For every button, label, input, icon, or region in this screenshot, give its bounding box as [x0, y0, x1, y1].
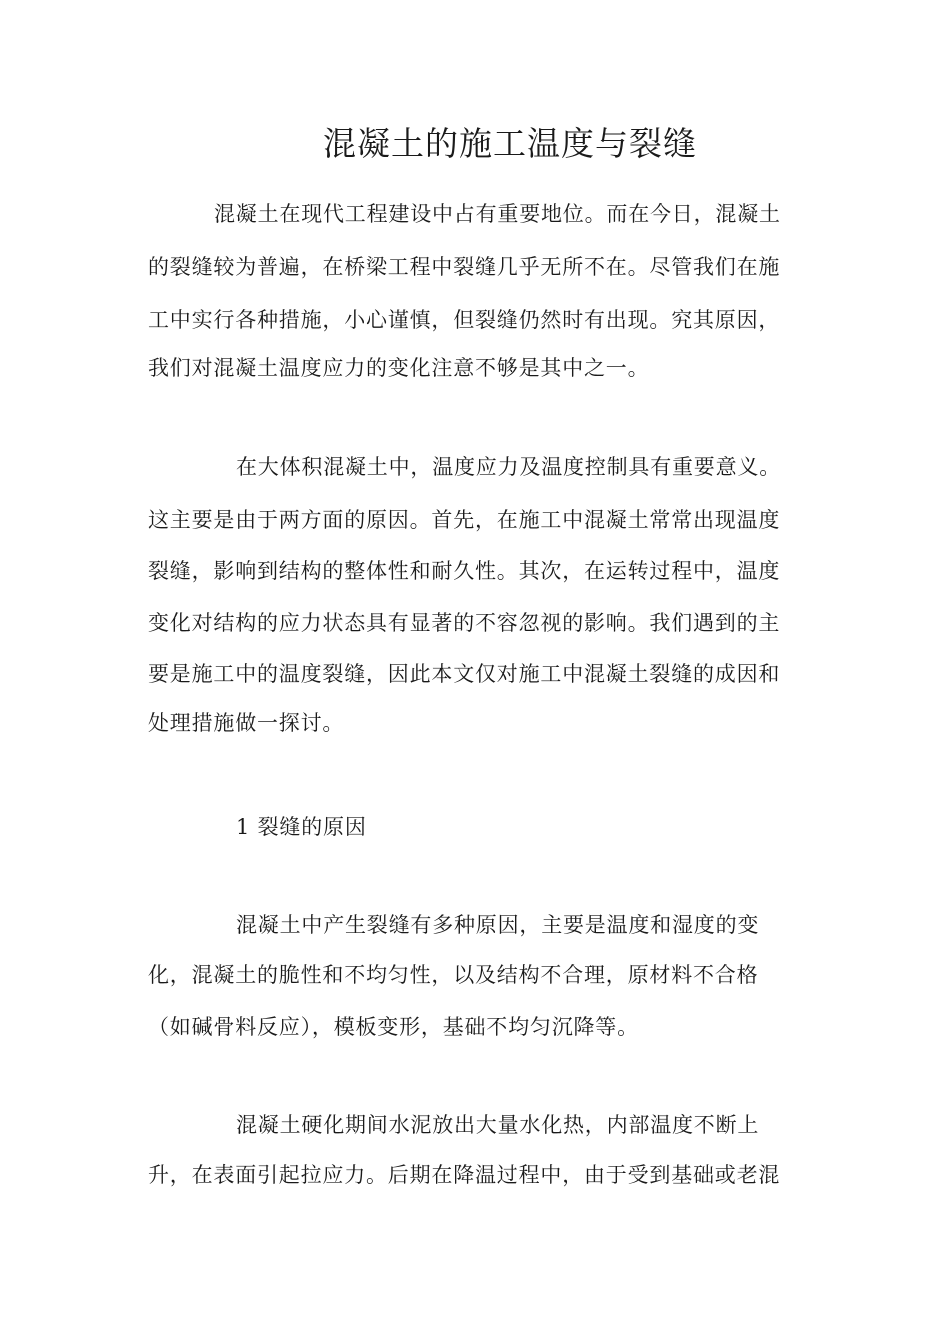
paragraph-3-line-2: 化，混凝土的脆性和不均匀性，以及结构不合理，原材料不合格: [148, 963, 759, 987]
paragraph-1-line-2: 的裂缝较为普遍，在桥梁工程中裂缝几乎无所不在。尽管我们在施: [148, 255, 781, 279]
section-heading-1: 1 裂缝的原因: [236, 815, 367, 839]
paragraph-1-line-1: 混凝土在现代工程建设中占有重要地位。而在今日，混凝土: [214, 202, 781, 226]
paragraph-3-line-1: 混凝土中产生裂缝有多种原因，主要是温度和湿度的变: [236, 913, 760, 937]
paragraph-4-line-2: 升，在表面引起拉应力。后期在降温过程中，由于受到基础或老混: [148, 1163, 781, 1187]
paragraph-1-line-3: 工中实行各种措施，小心谨慎，但裂缝仍然时有出现。究其原因，: [148, 308, 781, 332]
paragraph-2-line-3: 裂缝，影响到结构的整体性和耐久性。其次，在运转过程中，温度: [148, 559, 781, 583]
paragraph-4-line-1: 混凝土硬化期间水泥放出大量水化热，内部温度不断上: [236, 1113, 760, 1137]
paragraph-2-line-1: 在大体积混凝土中，温度应力及温度控制具有重要意义。: [236, 455, 781, 479]
paragraph-2-line-5: 要是施工中的温度裂缝，因此本文仅对施工中混凝土裂缝的成因和: [148, 662, 781, 686]
document-title: 混凝土的施工温度与裂缝: [323, 124, 697, 163]
paragraph-1-line-4: 我们对混凝土温度应力的变化注意不够是其中之一。: [148, 356, 650, 380]
paragraph-2-line-4: 变化对结构的应力状态具有显著的不容忽视的影响。我们遇到的主: [148, 611, 781, 635]
paragraph-2-line-6: 处理措施做一探讨。: [148, 711, 345, 735]
paragraph-3-line-3: （如碱骨料反应），模板变形，基础不均匀沉降等。: [148, 1015, 639, 1039]
paragraph-2-line-2: 这主要是由于两方面的原因。首先，在施工中混凝土常常出现温度: [148, 508, 781, 532]
